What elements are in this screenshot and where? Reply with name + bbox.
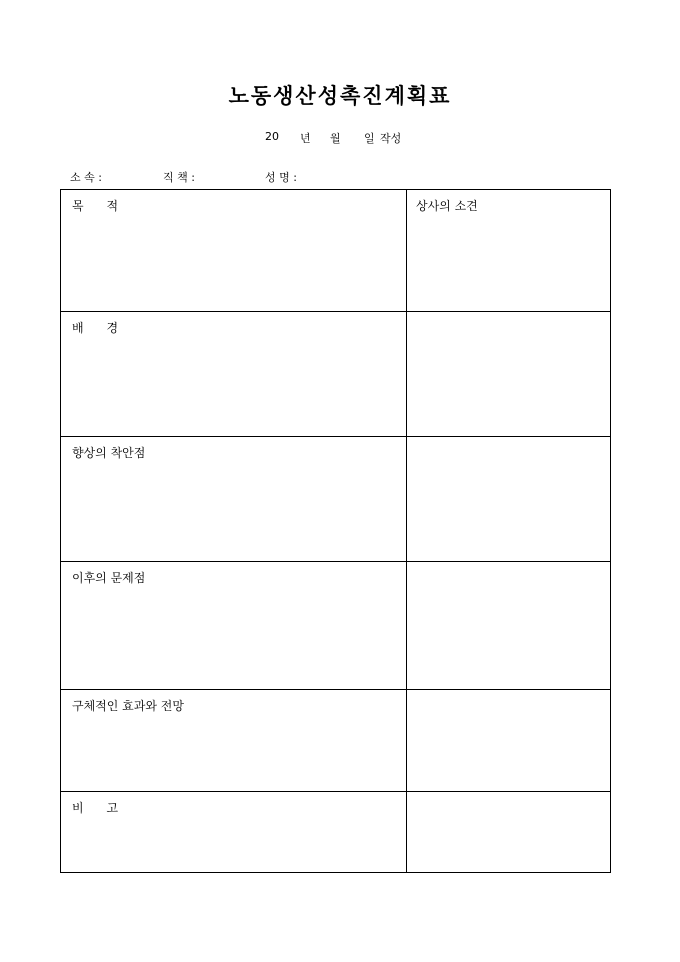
- row-right-cell[interactable]: [407, 562, 610, 689]
- row-label: 향상의 착안점: [72, 446, 146, 460]
- table-row: [61, 312, 610, 437]
- row-label: 이후의 문제점: [72, 571, 146, 585]
- plan-table: [60, 189, 611, 873]
- row-left-cell[interactable]: [61, 562, 407, 689]
- name-label: 성 명 :: [265, 171, 297, 184]
- row-right-cell[interactable]: [407, 312, 610, 436]
- row-label: 비 고: [72, 801, 119, 815]
- row-left-cell[interactable]: [61, 437, 407, 561]
- row-left-cell[interactable]: [61, 792, 407, 872]
- position-label: 직 책 :: [163, 171, 195, 184]
- year-label: 년: [300, 132, 311, 145]
- affiliation-label: 소 속 :: [70, 171, 102, 184]
- row-right-cell[interactable]: [407, 437, 610, 561]
- form-title: 노동생산성촉진계획표: [228, 83, 452, 108]
- row-left-cell[interactable]: [61, 190, 407, 311]
- day-label: 일: [364, 132, 375, 145]
- table-row: [61, 792, 610, 872]
- table-row: [61, 690, 610, 792]
- written-label: 작성: [380, 132, 402, 145]
- row-left-cell[interactable]: [61, 312, 407, 436]
- row-right-cell[interactable]: [407, 690, 610, 791]
- date-line: [0, 130, 680, 146]
- table-row: [61, 190, 610, 312]
- row-label: 구체적인 효과와 전망: [72, 699, 184, 713]
- row-right-cell[interactable]: [407, 190, 610, 311]
- info-line: [0, 169, 680, 185]
- table-row: [61, 437, 610, 562]
- month-label: 월: [330, 132, 341, 145]
- row-left-cell[interactable]: [61, 690, 407, 791]
- row-label: 목 적: [72, 199, 119, 213]
- year-prefix: 20: [265, 130, 279, 143]
- row-right-cell[interactable]: [407, 792, 610, 872]
- supervisor-opinion-label: 상사의 소견: [416, 199, 478, 213]
- table-row: [61, 562, 610, 690]
- row-label: 배 경: [72, 321, 119, 335]
